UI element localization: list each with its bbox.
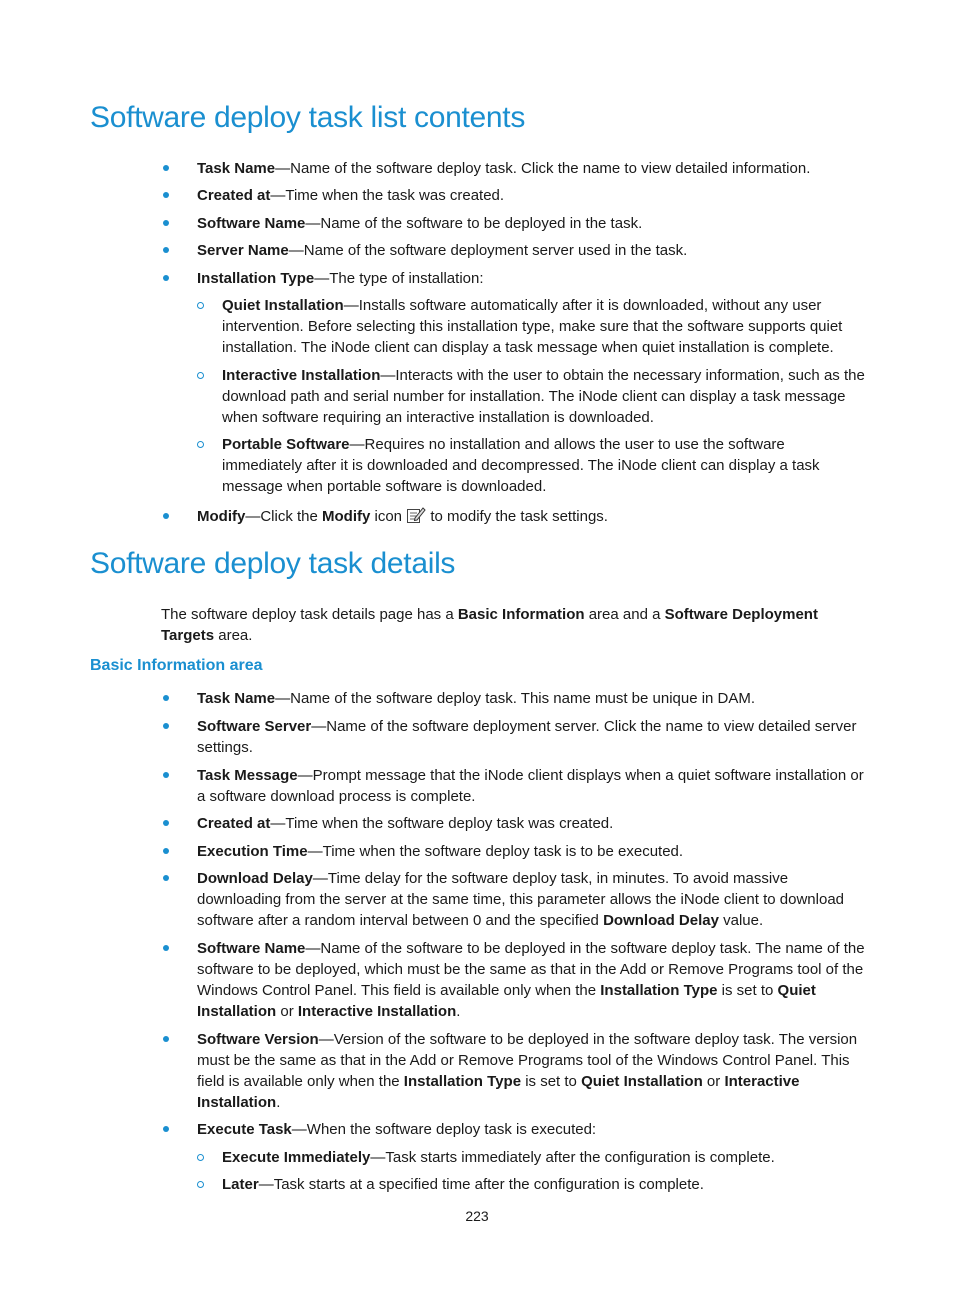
bullet-dot bbox=[163, 723, 169, 729]
bullet-circle bbox=[197, 1154, 204, 1161]
bullet-dot bbox=[163, 820, 169, 826]
list-item: Created at—Time when the task was created. bbox=[197, 187, 505, 204]
sub-list-item: Interactive Installation—Interacts with the user to obtain the necessary information, such as the download path and serial number for installation. The iNode client can display a task message when software requiring an interactive installation is downloaded. bbox=[222, 367, 865, 426]
list-item: Server Name—Name of the software deployment server used in the task. bbox=[197, 242, 688, 259]
section-title-list-contents: Software deploy task list contents bbox=[90, 101, 526, 134]
list-item: Execute Task—When the software deploy task is executed: bbox=[197, 1121, 597, 1138]
list-item: Task Name—Name of the software deploy task. This name must be unique in DAM. bbox=[197, 690, 756, 707]
bullet-dot bbox=[163, 875, 169, 881]
bullet-dot bbox=[163, 1036, 169, 1042]
sub-list-item: Portable Software—Requires no installation and allows the user to use the software immediately after it is downloaded and decompressed. The iNode client can display a task message when portable software is downloaded. bbox=[222, 436, 820, 495]
list-item: Software Name—Name of the software to be deployed in the software deploy task. The name of the software to be deployed, which must be the same as that in the Add or Remove Programs tool of the Windows Control Panel. This field is available only when the Installation Type is set to Quiet Installation or Interactive Installation. bbox=[197, 940, 865, 1020]
subsection-title-basic-information: Basic Information area bbox=[90, 657, 263, 674]
bullet-circle bbox=[197, 1181, 204, 1188]
bullet-dot bbox=[163, 1126, 169, 1132]
bullet-dot bbox=[163, 192, 169, 198]
bullet-dot bbox=[163, 945, 169, 951]
list-item: Installation Type—The type of installation: bbox=[197, 270, 484, 287]
bullet-circle bbox=[197, 372, 204, 379]
section-title-task-details: Software deploy task details bbox=[90, 547, 456, 580]
sub-list-item: Later—Task starts at a specified time after the configuration is complete. bbox=[222, 1176, 704, 1193]
list-item: Software Name—Name of the software to be deployed in the task. bbox=[197, 215, 643, 232]
sub-list-item: Execute Immediately—Task starts immediately after the configuration is complete. bbox=[222, 1149, 775, 1166]
bullet-dot bbox=[163, 165, 169, 171]
list-item: Task Name—Name of the software deploy task. Click the name to view detailed information. bbox=[197, 160, 811, 177]
bullet-circle bbox=[197, 441, 204, 448]
bullet-dot bbox=[163, 772, 169, 778]
page-number: 223 bbox=[465, 1208, 489, 1224]
list-item: Software Version—Version of the software to be deployed in the software deploy task. The version must be the same as that in the Add or Remove Programs tool of the Windows Control Panel. This field is available only when the Installation Type is set to Quiet Installation or Interactive Installation. bbox=[197, 1031, 858, 1111]
bullet-dot bbox=[163, 848, 169, 854]
bullet-dot bbox=[163, 275, 169, 281]
intro-paragraph: The software deploy task details page has a Basic Information area and a Software Deployment Targets area. bbox=[161, 606, 818, 644]
list-item: Execution Time—Time when the software deploy task is to be executed. bbox=[197, 843, 684, 860]
sub-list-item: Quiet Installation—Installs software automatically after it is downloaded, without any user intervention. Before selecting this installation type, make sure that the software supports quiet installation. The iNode client can display a task message when quiet installation is complete. bbox=[222, 297, 843, 356]
bullet-dot bbox=[163, 247, 169, 253]
bullet-dot bbox=[163, 695, 169, 701]
list-item: Download Delay—Time delay for the software deploy task, in minutes. To avoid massive downloading from the server at the same time, this parameter allows the iNode client to download software after a random interval between 0 and the specified Download Delay value. bbox=[197, 870, 844, 929]
bullet-dot bbox=[163, 513, 169, 519]
list-item: Software Server—Name of the software deployment server. Click the name to view detailed server settings. bbox=[197, 718, 857, 756]
bullet-circle bbox=[197, 302, 204, 309]
list-item: Task Message—Prompt message that the iNode client displays when a quiet software installation or a software download process is complete. bbox=[197, 767, 864, 805]
edit-icon bbox=[406, 506, 426, 524]
bullet-dot bbox=[163, 220, 169, 226]
list-item: Created at—Time when the software deploy task was created. bbox=[197, 815, 614, 832]
list-item: Modify—Click the Modify icon to modify the task settings. bbox=[197, 508, 608, 525]
